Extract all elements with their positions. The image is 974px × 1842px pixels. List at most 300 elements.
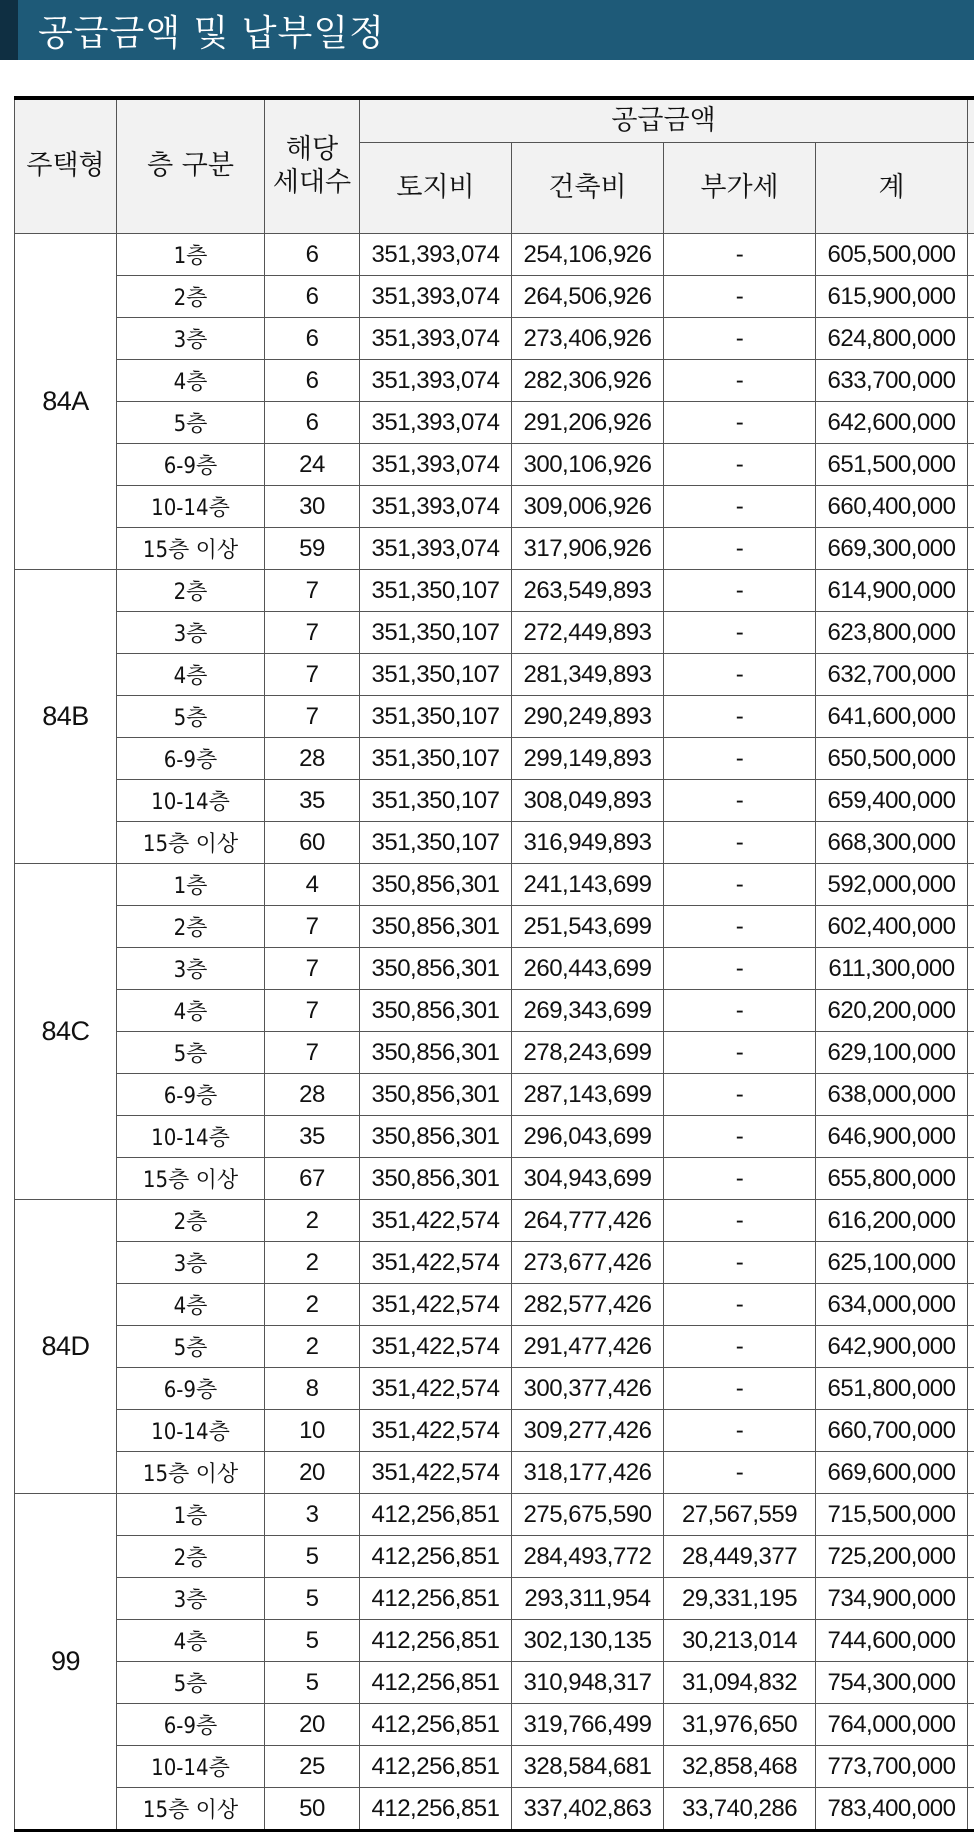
total-price-cell: 764,000,000: [816, 1704, 968, 1746]
building-cost-cell: 264,506,926: [512, 276, 664, 318]
building-cost-cell: 328,584,681: [512, 1746, 664, 1788]
land-cost-cell: 351,422,574: [360, 1452, 512, 1494]
floor-cell: 3층: [117, 1578, 265, 1620]
land-cost-cell: 351,350,107: [360, 822, 512, 864]
row-stub-cell: [968, 1662, 974, 1704]
vat-cell: -: [664, 1116, 816, 1158]
table-row: [15, 1158, 974, 1200]
row-stub-cell: [968, 1284, 974, 1326]
row-stub-cell: [968, 612, 974, 654]
building-cost-cell: 251,543,699: [512, 906, 664, 948]
count-cell: 6: [265, 360, 360, 402]
table-row: [15, 1242, 974, 1284]
floor-cell: 10-14층: [117, 486, 265, 528]
building-cost-cell: 282,577,426: [512, 1284, 664, 1326]
row-stub-cell: [968, 1788, 974, 1831]
table-row: [15, 1704, 974, 1746]
land-cost-cell: 351,350,107: [360, 696, 512, 738]
page-title: 공급금액 및 납부일정: [38, 12, 385, 54]
row-stub-cell: [968, 444, 974, 486]
building-cost-cell: 309,006,926: [512, 486, 664, 528]
vat-cell: -: [664, 948, 816, 990]
row-stub-cell: [968, 906, 974, 948]
building-cost-cell: 300,377,426: [512, 1368, 664, 1410]
land-cost-cell: 412,256,851: [360, 1788, 512, 1831]
floor-cell: 2층: [117, 906, 265, 948]
vat-cell: -: [664, 864, 816, 906]
land-cost-cell: 350,856,301: [360, 1116, 512, 1158]
building-cost-cell: 263,549,893: [512, 570, 664, 612]
vat-cell: -: [664, 612, 816, 654]
row-stub-cell: [968, 1326, 974, 1368]
building-cost-cell: 302,130,135: [512, 1620, 664, 1662]
vat-cell: 33,740,286: [664, 1788, 816, 1831]
floor-cell: 15층 이상: [117, 1788, 265, 1831]
table-row: [15, 1788, 974, 1831]
floor-cell: 6-9층: [117, 1704, 265, 1746]
floor-cell: 15층 이상: [117, 822, 265, 864]
row-stub-cell: [968, 570, 974, 612]
count-cell: 7: [265, 612, 360, 654]
table-row: [15, 486, 974, 528]
total-price-cell: 620,200,000: [816, 990, 968, 1032]
total-price-cell: 614,900,000: [816, 570, 968, 612]
total-price-cell: 615,900,000: [816, 276, 968, 318]
floor-cell: 5층: [117, 402, 265, 444]
vat-cell: 27,567,559: [664, 1494, 816, 1536]
land-cost-cell: 350,856,301: [360, 1032, 512, 1074]
row-stub-cell: [968, 1452, 974, 1494]
total-price-cell: 638,000,000: [816, 1074, 968, 1116]
floor-cell: 3층: [117, 1242, 265, 1284]
table-row: [15, 1074, 974, 1116]
count-cell: 8: [265, 1368, 360, 1410]
total-price-cell: 616,200,000: [816, 1200, 968, 1242]
land-cost-cell: 350,856,301: [360, 990, 512, 1032]
total-price-cell: 659,400,000: [816, 780, 968, 822]
header-vat: 부가세: [664, 143, 816, 234]
total-price-cell: 642,600,000: [816, 402, 968, 444]
vat-cell: -: [664, 1368, 816, 1410]
floor-cell: 15층 이상: [117, 1452, 265, 1494]
total-price-cell: 623,800,000: [816, 612, 968, 654]
unit-type-cell: 99: [15, 1494, 117, 1831]
building-cost-cell: 299,149,893: [512, 738, 664, 780]
total-price-cell: 633,700,000: [816, 360, 968, 402]
building-cost-cell: 284,493,772: [512, 1536, 664, 1578]
table-row: [15, 948, 974, 990]
table-row: [15, 360, 974, 402]
header-floor: 층 구분: [117, 98, 265, 234]
table-row: [15, 864, 974, 906]
row-stub-cell: [968, 1494, 974, 1536]
building-cost-cell: 309,277,426: [512, 1410, 664, 1452]
row-stub-cell: [968, 234, 974, 276]
count-cell: 60: [265, 822, 360, 864]
vat-cell: -: [664, 1200, 816, 1242]
header-unit-type: 주택형: [15, 98, 117, 234]
floor-cell: 5층: [117, 696, 265, 738]
vat-cell: -: [664, 822, 816, 864]
building-cost-cell: 278,243,699: [512, 1032, 664, 1074]
table-row: [15, 1326, 974, 1368]
vat-cell: -: [664, 528, 816, 570]
vat-cell: -: [664, 906, 816, 948]
building-cost-cell: 296,043,699: [512, 1116, 664, 1158]
row-stub-cell: [968, 1032, 974, 1074]
land-cost-cell: 351,350,107: [360, 780, 512, 822]
floor-cell: 5층: [117, 1032, 265, 1074]
building-cost-cell: 293,311,954: [512, 1578, 664, 1620]
table-body: [15, 234, 974, 1831]
building-cost-cell: 337,402,863: [512, 1788, 664, 1831]
table-row: [15, 234, 974, 276]
count-cell: 5: [265, 1578, 360, 1620]
land-cost-cell: 351,393,074: [360, 486, 512, 528]
table-row: [15, 1578, 974, 1620]
count-cell: 67: [265, 1158, 360, 1200]
land-cost-cell: 351,393,074: [360, 528, 512, 570]
total-price-cell: 642,900,000: [816, 1326, 968, 1368]
total-price-cell: 725,200,000: [816, 1536, 968, 1578]
building-cost-cell: 319,766,499: [512, 1704, 664, 1746]
header-land: 토지비: [360, 143, 512, 234]
building-cost-cell: 317,906,926: [512, 528, 664, 570]
count-cell: 5: [265, 1620, 360, 1662]
land-cost-cell: 351,393,074: [360, 360, 512, 402]
vat-cell: -: [664, 318, 816, 360]
table-row: [15, 1032, 974, 1074]
count-cell: 28: [265, 1074, 360, 1116]
building-cost-cell: 272,449,893: [512, 612, 664, 654]
table-row: [15, 1662, 974, 1704]
count-cell: 7: [265, 948, 360, 990]
total-price-cell: 650,500,000: [816, 738, 968, 780]
table-row: [15, 696, 974, 738]
row-stub-cell: [968, 1746, 974, 1788]
header-stub: [968, 98, 974, 143]
table-header: [15, 98, 974, 234]
count-cell: 3: [265, 1494, 360, 1536]
row-stub-cell: [968, 402, 974, 444]
total-price-cell: 651,800,000: [816, 1368, 968, 1410]
building-cost-cell: 264,777,426: [512, 1200, 664, 1242]
count-cell: 6: [265, 276, 360, 318]
count-cell: 35: [265, 1116, 360, 1158]
count-cell: 50: [265, 1788, 360, 1831]
floor-cell: 4층: [117, 1284, 265, 1326]
row-stub-cell: [968, 864, 974, 906]
floor-cell: 4층: [117, 1620, 265, 1662]
row-stub-cell: [968, 1158, 974, 1200]
floor-cell: 2층: [117, 1200, 265, 1242]
count-cell: 6: [265, 318, 360, 360]
row-stub-cell: [968, 528, 974, 570]
floor-cell: 4층: [117, 360, 265, 402]
land-cost-cell: 351,422,574: [360, 1326, 512, 1368]
count-cell: 7: [265, 654, 360, 696]
count-cell: 30: [265, 486, 360, 528]
count-cell: 7: [265, 906, 360, 948]
table-row: [15, 1284, 974, 1326]
header-count: 해당 세대수: [265, 98, 360, 234]
vat-cell: -: [664, 1284, 816, 1326]
land-cost-cell: 412,256,851: [360, 1536, 512, 1578]
building-cost-cell: 304,943,699: [512, 1158, 664, 1200]
row-stub-cell: [968, 486, 974, 528]
vat-cell: -: [664, 990, 816, 1032]
vat-cell: 29,331,195: [664, 1578, 816, 1620]
land-cost-cell: 412,256,851: [360, 1494, 512, 1536]
building-cost-cell: 287,143,699: [512, 1074, 664, 1116]
table-row: [15, 318, 974, 360]
count-cell: 7: [265, 990, 360, 1032]
vat-cell: -: [664, 1032, 816, 1074]
total-price-cell: 744,600,000: [816, 1620, 968, 1662]
unit-type-cell: 84C: [15, 864, 117, 1200]
total-price-cell: 754,300,000: [816, 1662, 968, 1704]
total-price-cell: 592,000,000: [816, 864, 968, 906]
row-stub-cell: [968, 360, 974, 402]
vat-cell: -: [664, 1452, 816, 1494]
count-cell: 20: [265, 1704, 360, 1746]
land-cost-cell: 351,422,574: [360, 1242, 512, 1284]
table-row: [15, 780, 974, 822]
count-cell: 35: [265, 780, 360, 822]
count-cell: 6: [265, 402, 360, 444]
building-cost-cell: 291,477,426: [512, 1326, 664, 1368]
land-cost-cell: 412,256,851: [360, 1704, 512, 1746]
table-row: [15, 528, 974, 570]
vat-cell: -: [664, 402, 816, 444]
total-price-cell: 605,500,000: [816, 234, 968, 276]
building-cost-cell: 318,177,426: [512, 1452, 664, 1494]
land-cost-cell: 351,422,574: [360, 1284, 512, 1326]
unit-type-cell: 84A: [15, 234, 117, 570]
floor-cell: 2층: [117, 570, 265, 612]
building-cost-cell: 260,443,699: [512, 948, 664, 990]
vat-cell: 31,976,650: [664, 1704, 816, 1746]
row-stub-cell: [968, 1620, 974, 1662]
row-stub-cell: [968, 1368, 974, 1410]
land-cost-cell: 351,393,074: [360, 318, 512, 360]
table-row: [15, 822, 974, 864]
floor-cell: 1층: [117, 864, 265, 906]
row-stub-cell: [968, 1704, 974, 1746]
land-cost-cell: 351,350,107: [360, 738, 512, 780]
table-row: [15, 402, 974, 444]
vat-cell: -: [664, 486, 816, 528]
vat-cell: -: [664, 1326, 816, 1368]
row-stub-cell: [968, 654, 974, 696]
table-row: [15, 1746, 974, 1788]
floor-cell: 10-14층: [117, 1746, 265, 1788]
land-cost-cell: 350,856,301: [360, 906, 512, 948]
row-stub-cell: [968, 1242, 974, 1284]
table-row: [15, 1620, 974, 1662]
land-cost-cell: 351,350,107: [360, 654, 512, 696]
land-cost-cell: 351,350,107: [360, 570, 512, 612]
count-cell: 28: [265, 738, 360, 780]
land-cost-cell: 351,393,074: [360, 402, 512, 444]
row-stub-cell: [968, 948, 974, 990]
vat-cell: -: [664, 1158, 816, 1200]
total-price-cell: 651,500,000: [816, 444, 968, 486]
count-cell: 6: [265, 234, 360, 276]
total-price-cell: 629,100,000: [816, 1032, 968, 1074]
count-cell: 7: [265, 1032, 360, 1074]
land-cost-cell: 351,393,074: [360, 234, 512, 276]
table-row: [15, 906, 974, 948]
floor-cell: 10-14층: [117, 1410, 265, 1452]
building-cost-cell: 241,143,699: [512, 864, 664, 906]
total-price-cell: 655,800,000: [816, 1158, 968, 1200]
land-cost-cell: 350,856,301: [360, 1074, 512, 1116]
floor-cell: 3층: [117, 318, 265, 360]
total-price-cell: 669,600,000: [816, 1452, 968, 1494]
vat-cell: -: [664, 570, 816, 612]
floor-cell: 15층 이상: [117, 528, 265, 570]
count-cell: 25: [265, 1746, 360, 1788]
total-price-cell: 641,600,000: [816, 696, 968, 738]
total-price-cell: 660,400,000: [816, 486, 968, 528]
floor-cell: 1층: [117, 1494, 265, 1536]
land-cost-cell: 412,256,851: [360, 1578, 512, 1620]
land-cost-cell: 350,856,301: [360, 1158, 512, 1200]
floor-cell: 3층: [117, 612, 265, 654]
count-cell: 7: [265, 696, 360, 738]
land-cost-cell: 351,393,074: [360, 276, 512, 318]
building-cost-cell: 290,249,893: [512, 696, 664, 738]
count-cell: 2: [265, 1326, 360, 1368]
header-supply-price: 공급금액: [360, 98, 968, 143]
vat-cell: 32,858,468: [664, 1746, 816, 1788]
building-cost-cell: 300,106,926: [512, 444, 664, 486]
count-cell: 59: [265, 528, 360, 570]
total-price-cell: 669,300,000: [816, 528, 968, 570]
land-cost-cell: 351,422,574: [360, 1410, 512, 1452]
land-cost-cell: 351,350,107: [360, 612, 512, 654]
count-cell: 2: [265, 1242, 360, 1284]
count-cell: 4: [265, 864, 360, 906]
floor-cell: 5층: [117, 1662, 265, 1704]
land-cost-cell: 350,856,301: [360, 948, 512, 990]
table-row: [15, 276, 974, 318]
row-stub-cell: [968, 1116, 974, 1158]
row-stub-cell: [968, 1536, 974, 1578]
table-row: [15, 1452, 974, 1494]
total-price-cell: 634,000,000: [816, 1284, 968, 1326]
table-row: [15, 612, 974, 654]
row-stub-cell: [968, 738, 974, 780]
header-total: 계: [816, 143, 968, 234]
total-price-cell: 715,500,000: [816, 1494, 968, 1536]
floor-cell: 6-9층: [117, 444, 265, 486]
vat-cell: -: [664, 234, 816, 276]
vat-cell: -: [664, 654, 816, 696]
vat-cell: -: [664, 696, 816, 738]
row-stub-cell: [968, 1410, 974, 1452]
vat-cell: -: [664, 1242, 816, 1284]
building-cost-cell: 308,049,893: [512, 780, 664, 822]
count-cell: 7: [265, 570, 360, 612]
count-cell: 10: [265, 1410, 360, 1452]
floor-cell: 10-14층: [117, 1116, 265, 1158]
building-cost-cell: 275,675,590: [512, 1494, 664, 1536]
total-price-cell: 660,700,000: [816, 1410, 968, 1452]
total-price-cell: 624,800,000: [816, 318, 968, 360]
table-row: [15, 654, 974, 696]
total-price-cell: 646,900,000: [816, 1116, 968, 1158]
count-cell: 5: [265, 1536, 360, 1578]
floor-cell: 1층: [117, 234, 265, 276]
floor-cell: 15층 이상: [117, 1158, 265, 1200]
land-cost-cell: 412,256,851: [360, 1662, 512, 1704]
table-row: [15, 1368, 974, 1410]
land-cost-cell: 412,256,851: [360, 1746, 512, 1788]
floor-cell: 6-9층: [117, 1074, 265, 1116]
table-row: [15, 444, 974, 486]
land-cost-cell: 351,393,074: [360, 444, 512, 486]
row-stub-cell: [968, 276, 974, 318]
row-stub-cell: [968, 780, 974, 822]
vat-cell: -: [664, 1074, 816, 1116]
land-cost-cell: 412,256,851: [360, 1620, 512, 1662]
count-cell: 2: [265, 1200, 360, 1242]
building-cost-cell: 273,677,426: [512, 1242, 664, 1284]
table-row: [15, 1494, 974, 1536]
vat-cell: -: [664, 780, 816, 822]
land-cost-cell: 351,422,574: [360, 1368, 512, 1410]
total-price-cell: 734,900,000: [816, 1578, 968, 1620]
land-cost-cell: 351,422,574: [360, 1200, 512, 1242]
floor-cell: 4층: [117, 990, 265, 1032]
row-stub-cell: [968, 1578, 974, 1620]
total-price-cell: 783,400,000: [816, 1788, 968, 1831]
floor-cell: 6-9층: [117, 1368, 265, 1410]
vat-cell: -: [664, 1410, 816, 1452]
table-row: [15, 1116, 974, 1158]
header-building: 건축비: [512, 143, 664, 234]
total-price-cell: 625,100,000: [816, 1242, 968, 1284]
building-cost-cell: 254,106,926: [512, 234, 664, 276]
floor-cell: 2층: [117, 1536, 265, 1578]
floor-cell: 4층: [117, 654, 265, 696]
vat-cell: 28,449,377: [664, 1536, 816, 1578]
supply-price-table: [14, 96, 974, 1832]
table-row: [15, 738, 974, 780]
count-cell: 5: [265, 1662, 360, 1704]
vat-cell: -: [664, 738, 816, 780]
floor-cell: 3층: [117, 948, 265, 990]
floor-cell: 2층: [117, 276, 265, 318]
row-stub-cell: [968, 696, 974, 738]
total-price-cell: 602,400,000: [816, 906, 968, 948]
land-cost-cell: 350,856,301: [360, 864, 512, 906]
row-stub-cell: [968, 1200, 974, 1242]
count-cell: 20: [265, 1452, 360, 1494]
table-row: [15, 1200, 974, 1242]
building-cost-cell: 316,949,893: [512, 822, 664, 864]
total-price-cell: 611,300,000: [816, 948, 968, 990]
count-cell: 24: [265, 444, 360, 486]
supply-price-table-wrapper: [14, 96, 974, 1832]
total-price-cell: 773,700,000: [816, 1746, 968, 1788]
table-row: [15, 1410, 974, 1452]
building-cost-cell: 310,948,317: [512, 1662, 664, 1704]
total-price-cell: 668,300,000: [816, 822, 968, 864]
table-row: [15, 1536, 974, 1578]
